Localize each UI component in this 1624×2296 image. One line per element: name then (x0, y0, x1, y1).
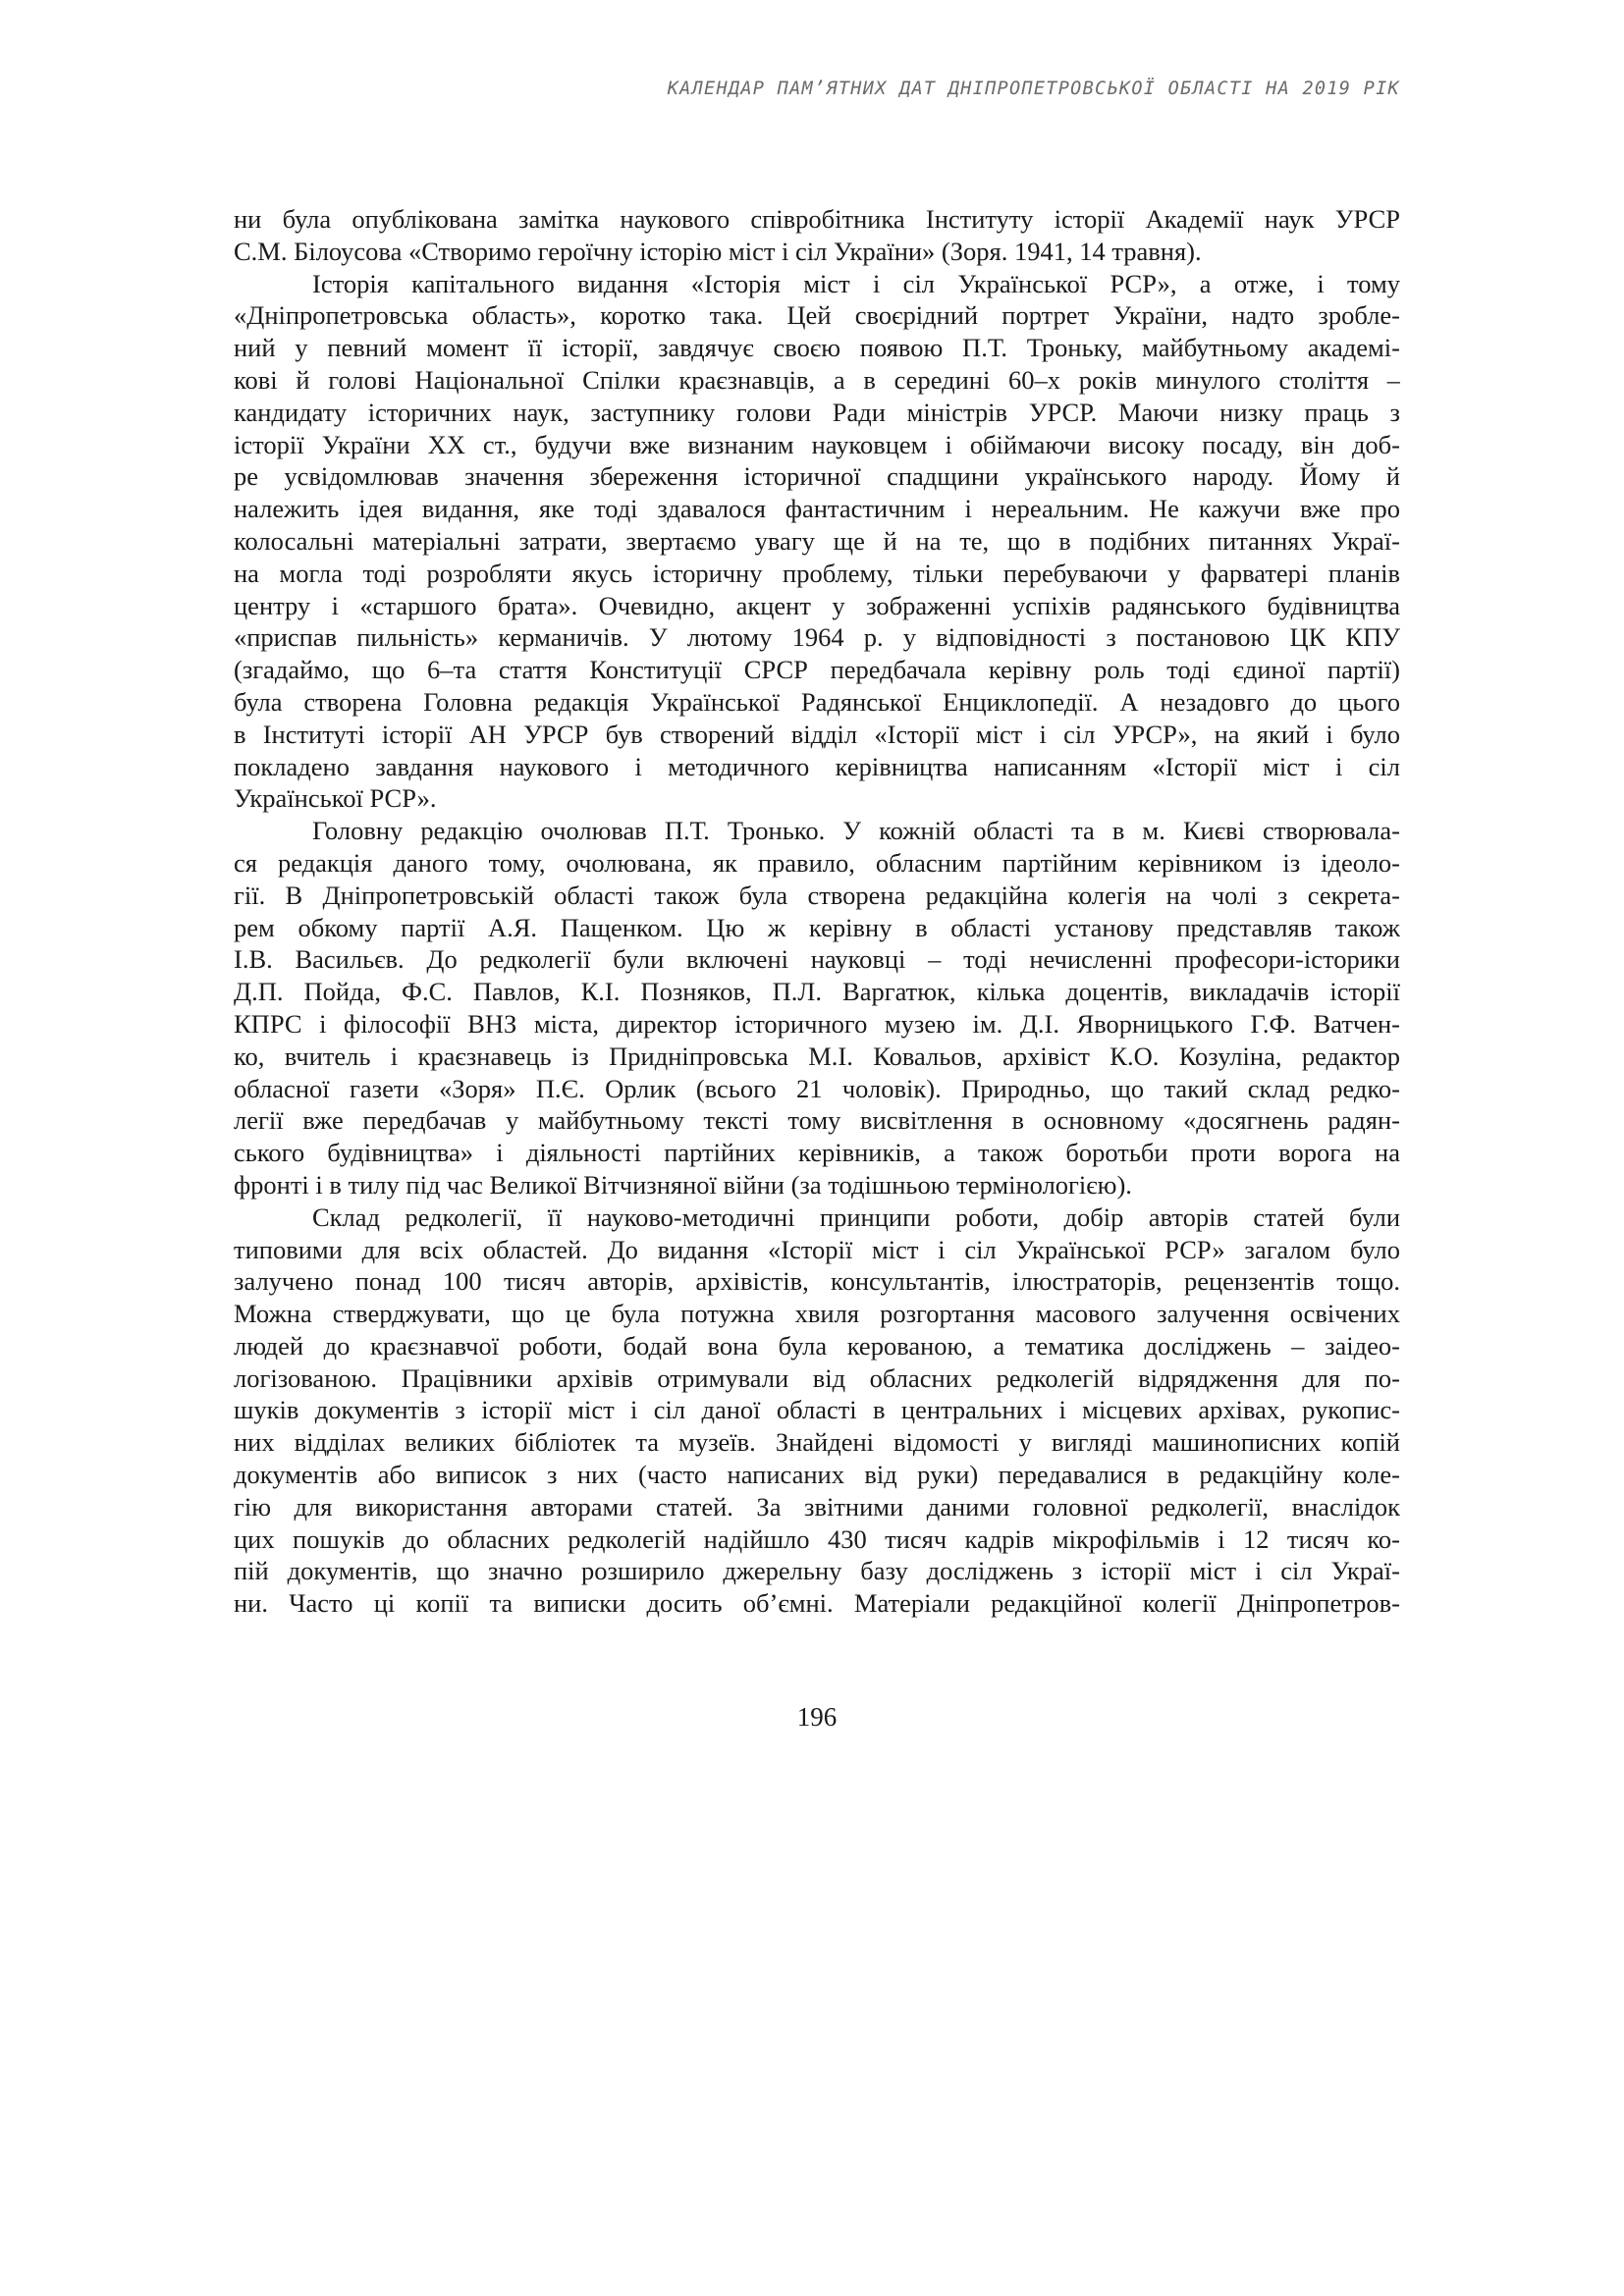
text-line: Головну редакцію очолював П.Т. Тронько. У кожній області та в м. Києві створювала- (312, 816, 1400, 846)
text-line: логізованою. Працівники архівів отримували від обласних редколегій відрядження для по- (234, 1362, 1400, 1393)
paragraph-2 (234, 268, 1400, 816)
paragraph-3 (234, 815, 1400, 1201)
body-text (234, 203, 1400, 1620)
text-line: Історія капітального видання «Історія міст і сіл Української РСР», а отже, і тому (312, 268, 1400, 298)
text-line: належить ідея видання, яке тоді здавалося фантастичним і нереальним. Не кажучи вже про (234, 494, 1400, 524)
running-header: КАЛЕНДАР ПАМ’ЯТНИХ ДАТ ДНІПРОПЕТРОВСЬКОЇ ОБЛАСТІ НА 2019 РІК (667, 79, 1400, 99)
text-line: обласної газети «Зоря» П.Є. Орлик (всього 21 чоловік). Природньо, що такий склад редко- (234, 1073, 1400, 1103)
text-line: Склад редколегії, її науково-методичні принципи роботи, добір авторів статей були (312, 1201, 1400, 1232)
text-line: в Інституті історії АН УРСР був створений відділ «Історії міст і сіл УРСР», на який і було (234, 719, 1400, 749)
text-line: гію для використання авторами статей. За звітними даними головної редколегії, внаслідок (234, 1491, 1400, 1522)
text-line: (згадаймо, що 6–та стаття Конституції СРСР передбачала керівну роль тоді єдиної партії) (234, 655, 1400, 685)
text-line: ре усвідомлював значення збереження історичної спадщини українського народу. Йому й (234, 461, 1400, 492)
text-line: шуків документів з історії міст і сіл даної області в центральних і місцевих архівах, рукопис- (234, 1395, 1400, 1425)
text-line: людей до краєзнавчої роботи, бодай вона була керованою, а тематика досліджень – заідео- (234, 1330, 1400, 1361)
text-line: ни. Часто ці копії та виписки досить об’ємні. Матеріали редакційної колегії Дніпропетров- (234, 1588, 1400, 1619)
text-line: С.М. Білоусова «Створимо героїчну історію міст і сіл України» (Зоря. 1941, 14 травня). (234, 236, 1202, 266)
text-line: Д.П. Пойда, Ф.С. Павлов, К.І. Позняков, П.Л. Варгатюк, кілька доцентів, викладачів історії (234, 977, 1400, 1007)
page-number: 196 (796, 1702, 838, 1732)
text-line: пій документів, що значно розширило джерельну базу досліджень з історії міст і сіл Украї- (234, 1556, 1400, 1586)
text-line: типовими для всіх областей. До видання «Історії міст і сіл Української РСР» загалом було (234, 1234, 1400, 1264)
text-line: легії вже передбачав у майбутньому тексті тому висвітлення в основному «досягнень радян- (234, 1105, 1400, 1136)
text-line: Можна стверджувати, що це була потужна хвиля розгортання масового залучення освічених (234, 1299, 1400, 1329)
text-line: них відділах великих бібліотек та музеїв. Знайдені відомості у вигляді машинописних копій (234, 1427, 1400, 1458)
text-line: була створена Головна редакція Української Радянської Енциклопедії. А незадовго до цього (234, 686, 1400, 717)
text-line: залучено понад 100 тисяч авторів, архівістів, консультантів, ілюстраторів, рецензентів тощо. (234, 1266, 1400, 1297)
text-line: на могла тоді розробляти якусь історичну проблему, тільки перебуваючи у фарватері планів (234, 558, 1400, 588)
text-line: колосальні матеріальні затрати, звертаємо увагу ще й на те, що в подібних питаннях Украї- (234, 525, 1400, 556)
paragraph-1 (234, 203, 1400, 268)
text-line: покладено завдання наукового і методичного керівництва написанням «Історії міст і сіл (234, 751, 1400, 781)
text-line: «Дніпропетровська область», коротко така. Цей своєрідний портрет України, надто зробле- (234, 300, 1400, 331)
text-line: ся редакція даного тому, очолювана, як правило, обласним партійним керівником із ідеоло- (234, 847, 1400, 878)
text-line: ко, вчитель і краєзнавець із Придніпровська М.І. Ковальов, архівіст К.О. Козуліна, редактор (234, 1041, 1400, 1071)
text-line: Української РСР». (234, 783, 437, 814)
text-line: центру і «старшого брата». Очевидно, акцент у зображенні успіхів радянського будівництва (234, 590, 1400, 620)
text-line: фронті і в тилу під час Великої Вітчизняної війни (за тодішньою термінологією). (234, 1169, 1132, 1200)
text-line: ни була опублікована замітка наукового співробітника Інституту історії Академії наук УРСР (234, 204, 1400, 234)
text-line: кові й голові Національної Спілки краєзнавців, а в середині 60–х років минулого століття – (234, 364, 1400, 395)
text-line: ний у певний момент її історії, завдячує своєю появою П.Т. Троньку, майбутньому академі- (234, 333, 1400, 363)
text-line: І.В. Васильєв. До редколегії були включені науковці – тоді нечисленні професори-історики (234, 944, 1400, 975)
text-line: кандидату історичних наук, заступнику голови Ради міністрів УРСР. Маючи низку праць з (234, 397, 1400, 427)
text-line: історії України XX ст., будучи вже визнаним науковцем і обіймаючи високу посаду, він доб- (234, 429, 1400, 459)
text-line: КПРС і філософії ВНЗ міста, директор історичного музею ім. Д.І. Яворницького Г.Ф. Ватчен- (234, 1008, 1400, 1039)
text-line: «приспав пильність» керманичів. У лютому 1964 р. у відповідності з постановою ЦК КПУ (234, 622, 1400, 653)
text-line: цих пошуків до обласних редколегій надійшло 430 тисяч кадрів мікрофільмів і 12 тисяч ко- (234, 1523, 1400, 1554)
text-line: документів або виписок з них (часто написаних від руки) передавалися в редакційну коле- (234, 1460, 1400, 1490)
text-line: ського будівництва» і діяльності партійних керівників, а також боротьби проти ворога на (234, 1138, 1400, 1168)
paragraph-4 (234, 1201, 1400, 1620)
text-line: рем обкому партії А.Я. Пащенком. Цю ж керівну в області установу представляв також (234, 912, 1400, 942)
text-line: гії. В Дніпропетровській області також була створена редакційна колегія на чолі з секрета- (234, 880, 1400, 910)
